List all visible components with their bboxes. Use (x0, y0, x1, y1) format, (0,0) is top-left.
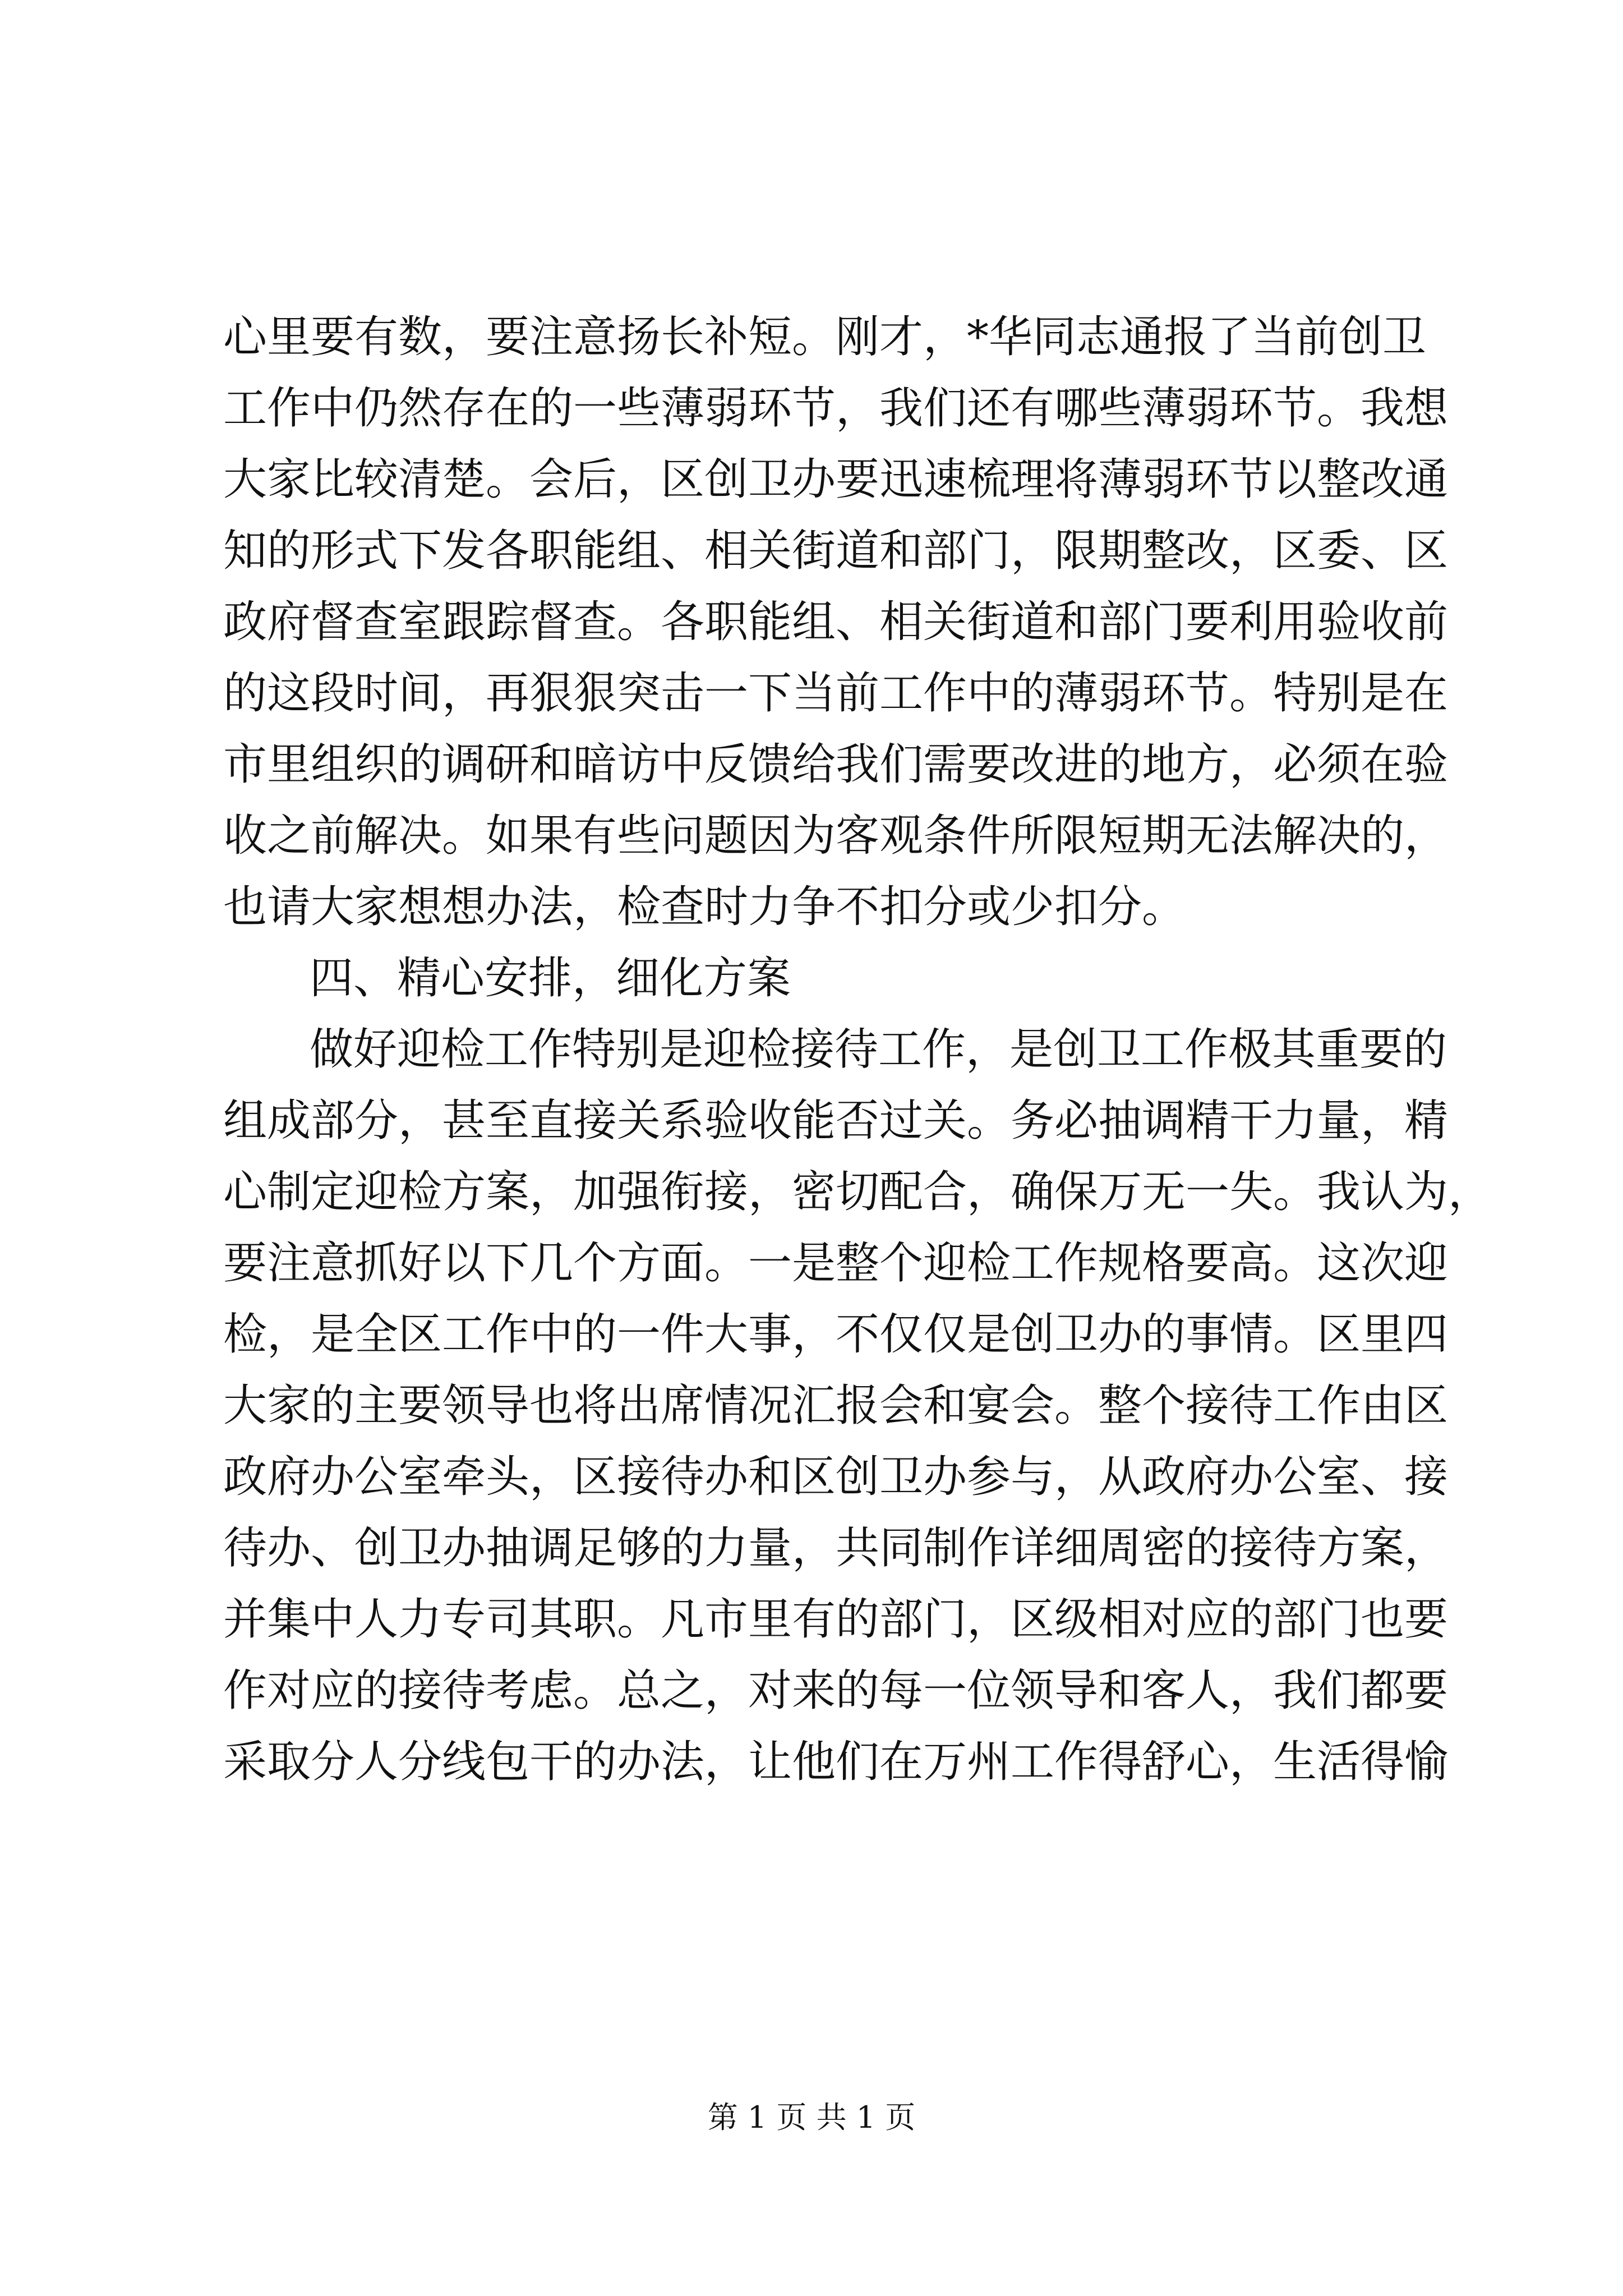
body-line: 政府办公室牵头，区接待办和区创卫办参与，从政府办公室、接 (223, 1452, 1449, 1502)
section-heading: 四、精心安排，细化方案 (310, 953, 791, 1004)
body-line: 政府督查室跟踪督查。各职能组、相关街道和部门要利用验收前 (223, 597, 1449, 647)
body-line: 知的形式下发各职能组、相关街道和部门，限期整改，区委、区 (223, 526, 1449, 576)
body-line: 并集中人力专司其职。凡市里有的部门，区级相对应的部门也要 (223, 1594, 1449, 1645)
body-line: 作对应的接待考虑。总之，对来的每一位领导和客人，我们都要 (223, 1665, 1449, 1716)
body-line: 要注意抓好以下几个方面。一是整个迎检工作规格要高。这次迎 (223, 1238, 1449, 1289)
body-line: 心制定迎检方案，加强衔接，密切配合，确保万无一失。我认为， (223, 1167, 1492, 1217)
body-line: 收之前解决。如果有些问题因为客观条件所限短期无法解决的， (223, 811, 1449, 861)
body-line: 组成部分，甚至直接关系验收能否过关。务必抽调精干力量，精 (223, 1096, 1449, 1146)
body-line: 工作中仍然存在的一些薄弱环节，我们还有哪些薄弱环节。我想 (223, 383, 1449, 434)
body-line: 大家比较清楚。会后，区创卫办要迅速梳理将薄弱环节以整改通 (223, 454, 1449, 505)
body-line: 大家的主要领导也将出席情况汇报会和宴会。整个接待工作由区 (223, 1381, 1449, 1431)
page-number-label: 第 1 页 共 1 页 (707, 2100, 916, 2135)
body-line: 市里组织的调研和暗访中反馈给我们需要改进的地方，必须在验 (223, 739, 1449, 790)
document-body (223, 302, 1492, 1798)
body-line: 心里要有数，要注意扬长补短。刚才，*华同志通报了当前创卫 (223, 312, 1427, 362)
body-line: 待办、创卫办抽调足够的力量，共同制作详细周密的接待方案， (223, 1523, 1449, 1573)
paragraph-first-line: 做好迎检工作特别是迎检接待工作，是创卫工作极其重要的 (310, 1024, 1447, 1075)
body-line: 也请大家想想办法，检查时力争不扣分或少扣分。 (223, 882, 1186, 932)
body-line: 的这段时间，再狠狠突击一下当前工作中的薄弱环节。特别是在 (223, 668, 1449, 719)
page-footer (0, 2098, 1623, 2137)
body-line: 检，是全区工作中的一件大事，不仅仅是创卫办的事情。区里四 (223, 1309, 1449, 1360)
body-line: 采取分人分线包干的办法，让他们在万州工作得舒心，生活得愉 (223, 1737, 1449, 1787)
